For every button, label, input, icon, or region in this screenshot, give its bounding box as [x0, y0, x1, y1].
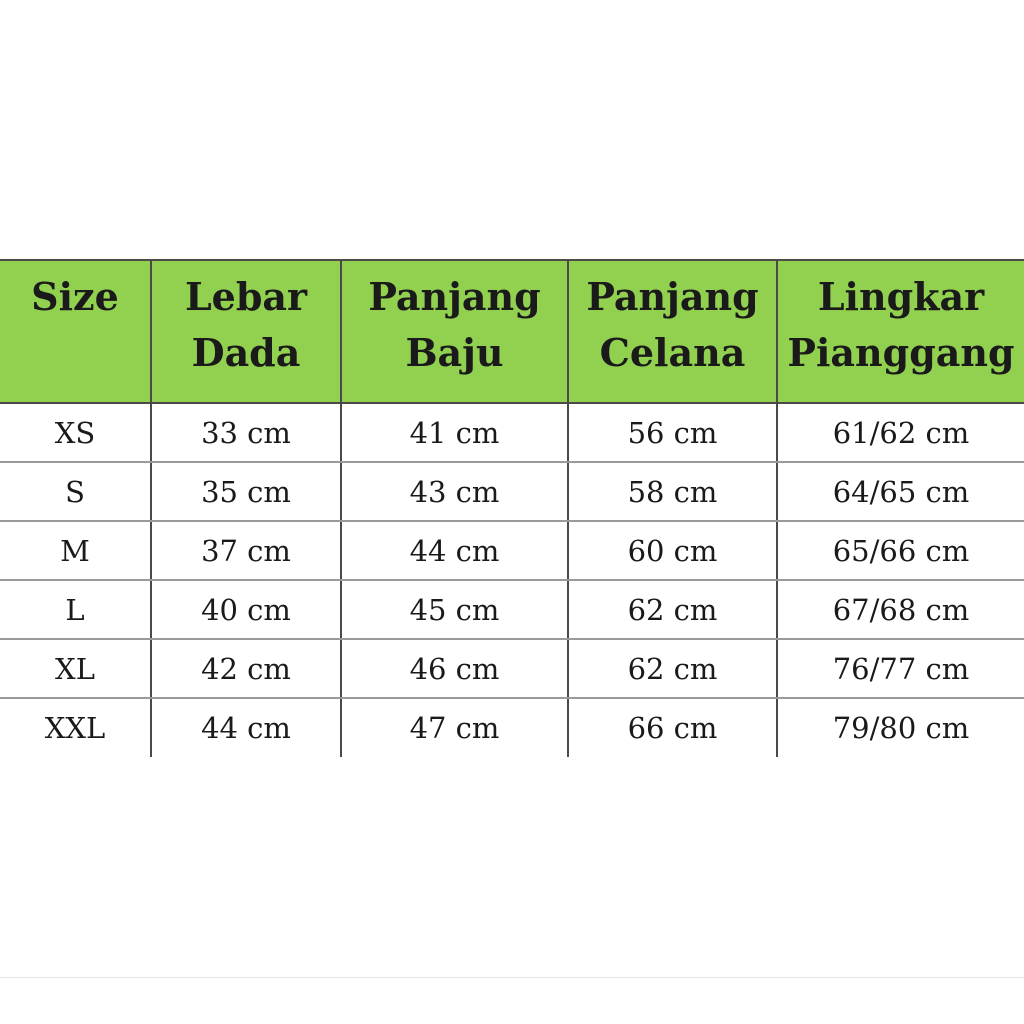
size-chart-table [0, 259, 1024, 757]
cell-size: XL [0, 639, 151, 698]
cell-size: XXL [44, 711, 106, 745]
cell-panjang-celana: 62 cm [568, 580, 777, 639]
header-lingkar-pinggang-line2: Pianggang [787, 330, 1015, 375]
header-lebar-dada [151, 260, 341, 403]
bottom-divider [0, 977, 1024, 978]
cell-lingkar-pinggang: 76/77 cm [777, 639, 1024, 698]
header-lebar-dada-line2: Dada [191, 330, 301, 375]
header-panjang-baju-line1: Panjang [368, 274, 541, 319]
cell-size: S [0, 462, 151, 521]
cell-panjang-baju: 47 cm [341, 698, 568, 757]
header-lingkar-pinggang [777, 260, 1024, 403]
cell-panjang-baju: 44 cm [341, 521, 568, 580]
header-size [0, 260, 151, 403]
table-row [0, 580, 1024, 639]
cell-lebar-dada: 35 cm [151, 462, 341, 521]
cell-lebar-dada: 42 cm [151, 639, 341, 698]
header-panjang-celana-line2: Celana [599, 330, 746, 375]
cell-panjang-baju: 43 cm [341, 462, 568, 521]
header-panjang-celana [568, 260, 777, 403]
cell-lingkar-pinggang: 65/66 cm [777, 521, 1024, 580]
cell-panjang-celana: 66 cm [568, 698, 777, 757]
header-panjang-baju [341, 260, 568, 403]
cell-lingkar-pinggang: 64/65 cm [777, 462, 1024, 521]
cell-panjang-baju: 45 cm [341, 580, 568, 639]
header-size-line1: Size [31, 274, 119, 319]
cell-size: M [0, 521, 151, 580]
table-row [0, 403, 1024, 462]
cell-size: L [0, 580, 151, 639]
header-lingkar-pinggang-line1: Lingkar [817, 274, 985, 319]
cell-lebar-dada: 40 cm [151, 580, 341, 639]
cell-lebar-dada: 44 cm [151, 698, 341, 757]
header-row [0, 260, 1024, 403]
cell-panjang-celana: 58 cm [568, 462, 777, 521]
header-panjang-celana-line1: Panjang [586, 274, 759, 319]
cell-panjang-baju: 41 cm [341, 403, 568, 462]
cell-panjang-celana: 62 cm [568, 639, 777, 698]
cell-panjang-baju: 46 cm [341, 639, 568, 698]
cell-size: XS [0, 403, 151, 462]
cell-lebar-dada: 33 cm [151, 403, 341, 462]
table-header [0, 260, 1024, 403]
table-row [0, 639, 1024, 698]
table-row [0, 462, 1024, 521]
table-row [0, 521, 1024, 580]
table-row [0, 698, 1024, 757]
cell-panjang-celana: 60 cm [568, 521, 777, 580]
header-lebar-dada-line1: Lebar [184, 274, 308, 319]
cell-lingkar-pinggang: 67/68 cm [777, 580, 1024, 639]
table-body [0, 403, 1024, 757]
cell-lebar-dada: 37 cm [151, 521, 341, 580]
header-panjang-baju-line2: Baju [405, 330, 504, 375]
cell-lingkar-pinggang: 61/62 cm [777, 403, 1024, 462]
cell-panjang-celana: 56 cm [568, 403, 777, 462]
cell-lingkar-pinggang: 79/80 cm [777, 698, 1024, 757]
